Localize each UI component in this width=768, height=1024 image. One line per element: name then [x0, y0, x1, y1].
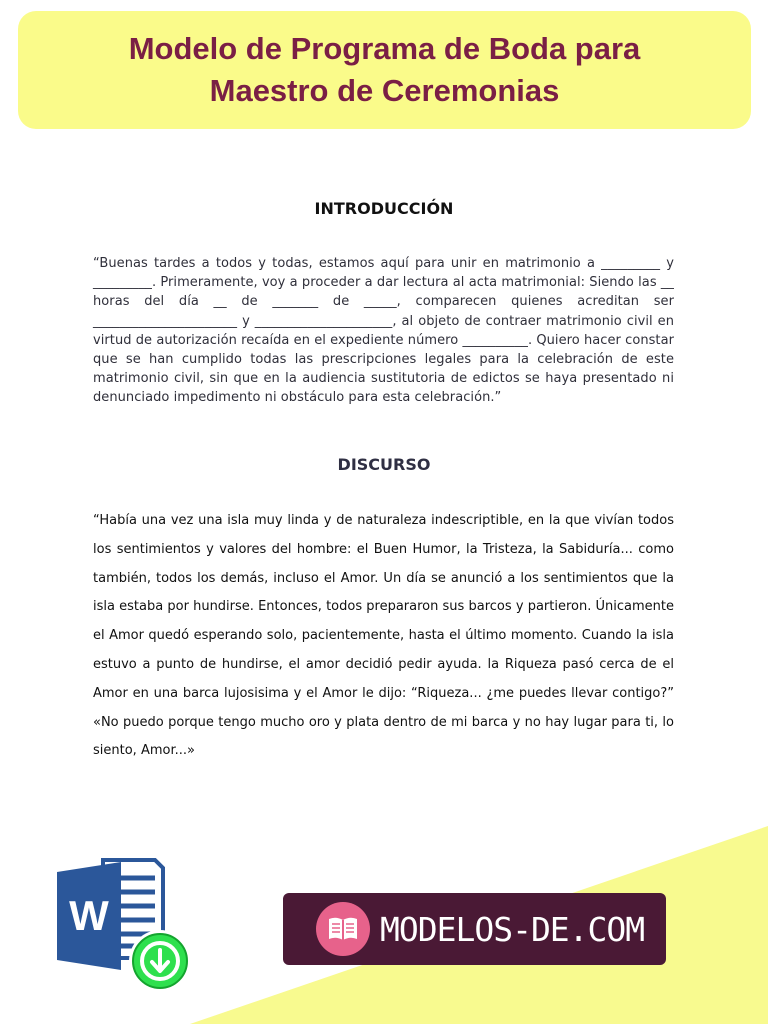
discurso-heading: DISCURSO [337, 455, 431, 474]
word-document-icon[interactable] [55, 858, 195, 998]
page-title-line-1: Modelo de Programa de Boda para [128, 31, 641, 66]
page-title-line-2: Maestro de Ceremonias [209, 73, 560, 108]
introduccion-heading: INTRODUCCIÓN [314, 199, 454, 218]
svg-text:W: W [69, 892, 109, 939]
discurso-paragraph: “Había una vez una isla muy linda y de naturaleza indescriptible, en la que vivían todos los sentimientos y valores del hombre: el Buen Humor, la Tristeza, la Sabiduría... como también, todos los demás, incluso el Amor. Un día se anunció a los sentimientos que la isla estaba por hundirse. Entonces, todos prepararon sus barcos y partieron. Únicamente el Amor quedó esperando solo, pacientemente, hasta el último momento. Cuando la isla estuvo a punto de hundirse, el amor decidió pedir ayuda. la Riqueza pasó cerca de el Amor en una barca lujosisima y el Amor le dijo: “Riqueza... ¿me puedes llevar contigo?” «No puedo porque tengo mucho oro y plata dentro de mi barca y no hay lugar para ti, lo siento, Amor...» [93, 513, 674, 759]
download-arrow-icon [129, 930, 191, 992]
title-banner [18, 11, 751, 129]
brand-text: MODELOS-DE.COM [380, 909, 645, 949]
book-icon [316, 902, 370, 956]
introduccion-paragraph: “Buenas tardes a todos y todas, estamos aquí para unir en matrimonio a _________ y _________. Primeramente, voy a proceder a dar lectura al acta matrimonial: Siendo las __ horas del día __ de _______ de _____, comparecen quienes acreditan ser ______________________ y _____________________, al objeto de contraer matrimonio civil en virtud de autorización recaída en el expediente número __________. Quiero hacer constar que se han cumplido todas las prescripciones legales para la celebración de este matrimonio civil, sin que en la audiencia sustitutoria de edictos se haya presentado ni denunciado impedimento ni obstáculo para esta celebración.” [93, 256, 674, 406]
brand-banner[interactable] [283, 893, 666, 965]
